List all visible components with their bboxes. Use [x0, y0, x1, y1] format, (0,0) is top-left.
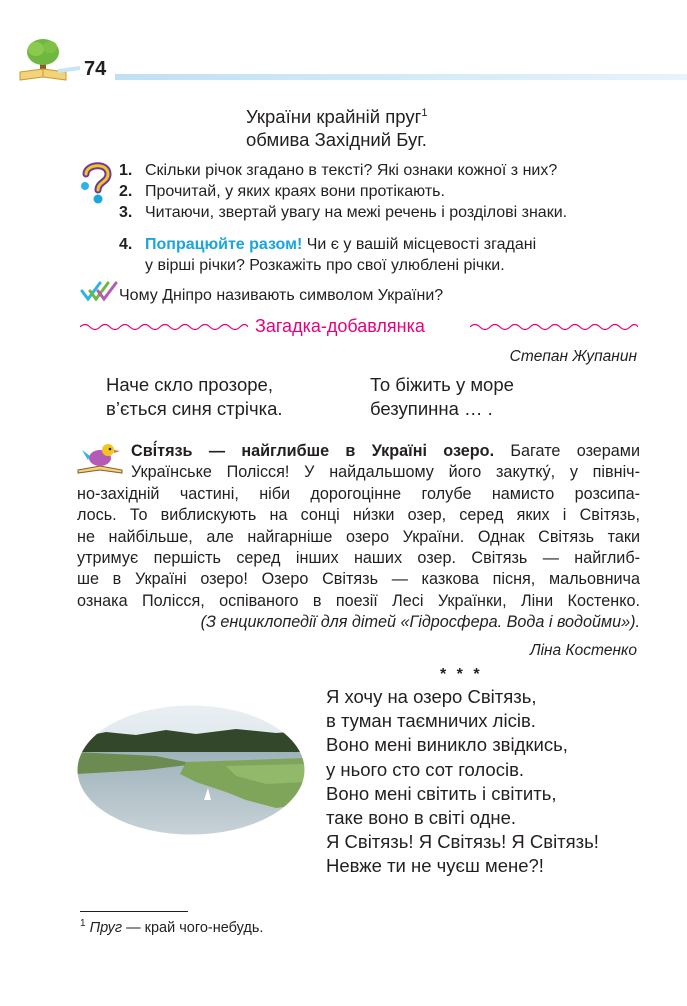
poem-line: обмива Західний Буг. — [246, 129, 427, 151]
article-source: (З енциклопедії для дітей «Гідросфера. Вода і водойми»). — [200, 613, 640, 632]
footnote-term: Пруг — [89, 919, 123, 936]
riddle-line: Наче скло прозоре, — [106, 374, 273, 395]
article-line: ознака Полісся, оспіваного в поезії Лесі Українки, Ліни Костенко. — [77, 591, 640, 610]
article-line: но-західній частині, ніби дорогоцінне голубе намисто розсипа- — [77, 484, 640, 503]
article-line: Українське Полісся! У найдальшому його закутку́, у північ- — [131, 463, 640, 482]
footnote-mark: 1 — [80, 918, 86, 929]
poem-line: в туман таємничих лісів. — [326, 710, 536, 732]
question-number: 2. — [119, 183, 133, 200]
lake-photo — [76, 704, 306, 836]
poem-stars: * * * — [440, 666, 483, 683]
article-line: не найбільше, але найгарніше озеро України. Однак Світязь таки — [77, 527, 640, 546]
question-4-continued: у вірші річки? Розкажіть про свої улюблені річки. — [145, 257, 505, 274]
question-text: Скільки річок згадано в тексті? Які ознаки кожної з них? — [145, 162, 558, 179]
poem-line: Я Світязь! Я Світязь! Я Світязь! — [326, 831, 599, 853]
poem-line: таке воно в світі одне. — [326, 807, 517, 829]
article-line: Сві́тязь — найглибше в Україні озеро. Багате озерами — [131, 442, 640, 460]
footnote-divider — [80, 911, 188, 912]
riddle-author: Степан Жупанин — [509, 348, 637, 365]
teamwork-highlight: Попрацюйте разом! — [145, 236, 303, 253]
question-1 — [119, 160, 557, 181]
article-line: лось. То виблискують на сонці ни́зки озер, серед яких і Світязь, — [77, 506, 640, 525]
footnote-definition: — край чого-небудь. — [122, 919, 264, 936]
decorative-wave-left — [80, 322, 248, 332]
page-number: 74 — [84, 58, 107, 80]
decorative-wave-right — [470, 322, 638, 332]
footnote-mark: 1 — [421, 107, 428, 119]
riddle-right-column — [370, 373, 514, 421]
question-text: Читаючи, звертай увагу на межі речень і розділові знаки. — [145, 204, 568, 221]
question-text: Прочитай, у яких краях вони протікають. — [145, 183, 445, 200]
question-mark-icon — [78, 160, 118, 204]
footnote — [80, 918, 263, 936]
poem-line: України крайній пруг — [246, 106, 422, 128]
question-text: Чи є у вашій місцевості згадані — [302, 236, 537, 253]
task-text: Чому Дніпро називають символом України? — [119, 287, 444, 304]
article-line: утримує першість серед інших наших озер. Світязь — найглиб- — [77, 548, 640, 567]
question-3 — [119, 202, 567, 223]
article-title: Сві́тязь — найглибше в Україні озеро. — [131, 442, 495, 460]
question-number: 4. — [119, 236, 133, 253]
header-tree-book-icon — [18, 36, 82, 82]
article-paragraph — [77, 441, 640, 634]
poem-line: Я хочу на озеро Світязь, — [326, 686, 537, 707]
checkmarks-icon — [80, 279, 122, 303]
poem-author: Ліна Костенко — [529, 642, 637, 659]
question-4 — [119, 234, 536, 255]
riddle-line: безупинна … . — [370, 398, 493, 419]
poem-line: Воно мені світить і світить, — [326, 782, 557, 804]
riddle-title: Загадка-добавлянка — [255, 316, 425, 336]
riddle-line: То біжить у море — [370, 374, 514, 395]
poem-fragment — [246, 102, 427, 151]
question-number: 3. — [119, 204, 133, 221]
poem-text — [326, 685, 599, 879]
poem-line: Невже ти не чуєш мене?! — [326, 855, 544, 877]
riddle-left-column — [106, 373, 283, 421]
poem-line: у нього сто сот голосів. — [326, 758, 525, 780]
question-number: 1. — [119, 162, 133, 179]
header-rule — [115, 74, 687, 80]
article-line: ше в Україні озеро! Озеро Світязь — казкова пісня, мальовнича — [77, 570, 640, 589]
question-2 — [119, 181, 445, 202]
poem-line: Воно мені виникло звідкись, — [326, 734, 568, 756]
riddle-line: в’ється синя стрічка. — [106, 398, 283, 419]
